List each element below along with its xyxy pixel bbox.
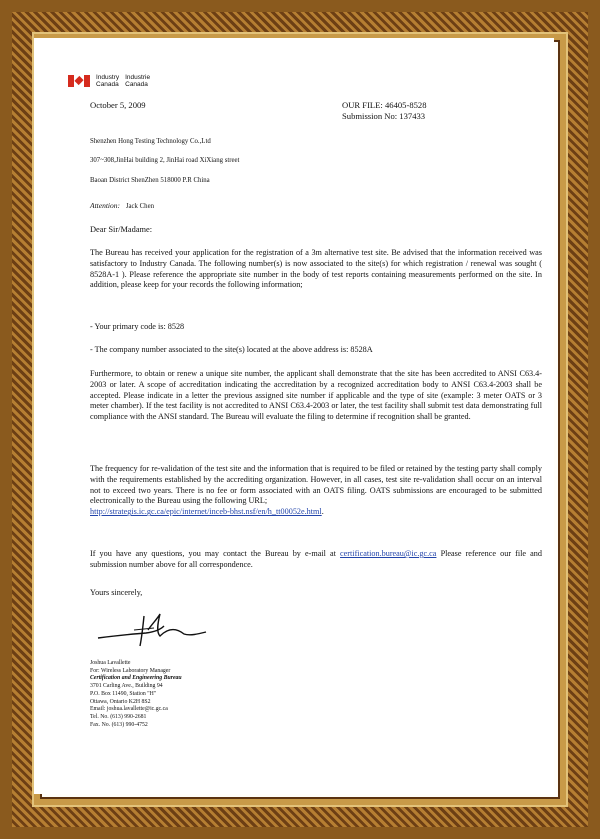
industry-canada-logo: [68, 74, 156, 88]
letter-page: [34, 38, 554, 794]
attention-name: Jack Chen: [125, 203, 154, 210]
bureau-email-link[interactable]: certification.bureau@ic.gc.ca: [340, 549, 437, 558]
signatory-name: Joshua Lavallette: [90, 660, 131, 666]
strategis-url-link[interactable]: http://strategis.ic.gc.ca/epic/internet/inceb-bhst.nsf/en/h_tt00052e.html: [90, 507, 322, 517]
signatory-title: For: Wireless Laboratory Manager: [90, 667, 171, 674]
signatory-email: Email: joshua.lavallette@ic.gc.ca: [90, 706, 168, 713]
file-reference: [342, 100, 427, 122]
signature-block: [90, 660, 182, 729]
paragraph-application: The Bureau has received your application for the registration of a 3m alternative test site. Be advised that the information received was satisfactory to Industry Canada. The following number(s) is now associated to the site(s) for which registration / renewal was sought ( 8528A-1 ). Please reference the appropriate site number in the body of test reports containing measurements performed on the site. In addition, please keep for your records the following information;: [90, 248, 542, 290]
revalidation-text: The frequency for re-validation of the test site and the information that is required to be filed or retained by the testing party shall comply with the requirements established by the accrediting organization. However, in all cases, test site re-validation shall occur on an interval not to exceed two years. There is no fee or form associated with an OATS filing. OATS submissions are encouraged to be submitted electronically to the Bureau using the following URL;: [90, 464, 542, 506]
attention-label: Attention:: [90, 201, 120, 210]
our-file-number: OUR FILE: 46405-8528: [342, 100, 427, 110]
address-line-2: 307~308,JinHai building 2, JinHai road XiXiang street: [90, 157, 240, 164]
paragraph-accreditation: Furthermore, to obtain or renew a unique site number, the applicant shall demonstrate that the site has been accredited to ANSI C63.4-2003 or later. A scope of accreditation indicating the accreditation by a recognized accreditation body to ANSI C63.4-2003 shall be accepted. Please indicate in a letter the previous assigned site number if applicable and the type of site (example: 3 meter OATS or 3 meter chamber). If the test facility is not accredited to ANSI C63.4-2003 or later, the test facility shall submit test data demonstrating full compliance with the ANSI standard. The Bureau will evaluate the filing to determine if recognition shall be granted.: [90, 369, 542, 422]
paragraph-revalidation: [90, 464, 542, 518]
signatory-address-2: P.O. Box 11490, Station "H": [90, 690, 157, 697]
address-line-3: Baoan District ShenZhen 518000 P.R China: [90, 177, 210, 184]
signatory-tel: Tel. No. (613) 990-2681: [90, 713, 147, 720]
address-line-1: Shenzhen Hong Testing Technology Co.,Ltd: [90, 138, 211, 145]
logo-en-line1: Industry: [96, 74, 120, 81]
submission-number: Submission No: 137433: [342, 111, 426, 121]
company-number-line: - The company number associated to the site(s) located at the above address is: 8528A: [90, 345, 373, 354]
logo-en-line2: Canada: [96, 81, 119, 88]
salutation: Dear Sir/Madame:: [90, 225, 153, 234]
signatory-address-1: 3701 Carling Ave., Building 94: [90, 683, 163, 690]
paragraph-questions: [90, 549, 542, 571]
signatory-organization: Certification and Engineering Bureau: [90, 675, 182, 682]
questions-followup: Please reference our file and submission number above for all correspondence.: [90, 549, 542, 569]
signatory-address-3: Ottawa, Ontario K2H 8S2: [90, 698, 151, 705]
closing: Yours sincerely,: [90, 588, 143, 597]
signatory-fax: Fax. No. (613) 990-4752: [90, 721, 148, 728]
logo-fr-line2: Canada: [125, 81, 148, 88]
logo-fr-line1: Industrie: [125, 74, 151, 81]
questions-text: If you have any questions, you may contact the Bureau by e-mail at: [90, 549, 336, 558]
url-trailing-period: .: [321, 507, 324, 517]
letter-date: October 5, 2009: [90, 100, 146, 110]
canada-flag-icon: [68, 75, 90, 87]
attention-line: [90, 201, 154, 210]
handwritten-signature: [94, 606, 214, 650]
primary-code-line: - Your primary code is: 8528: [90, 322, 185, 331]
